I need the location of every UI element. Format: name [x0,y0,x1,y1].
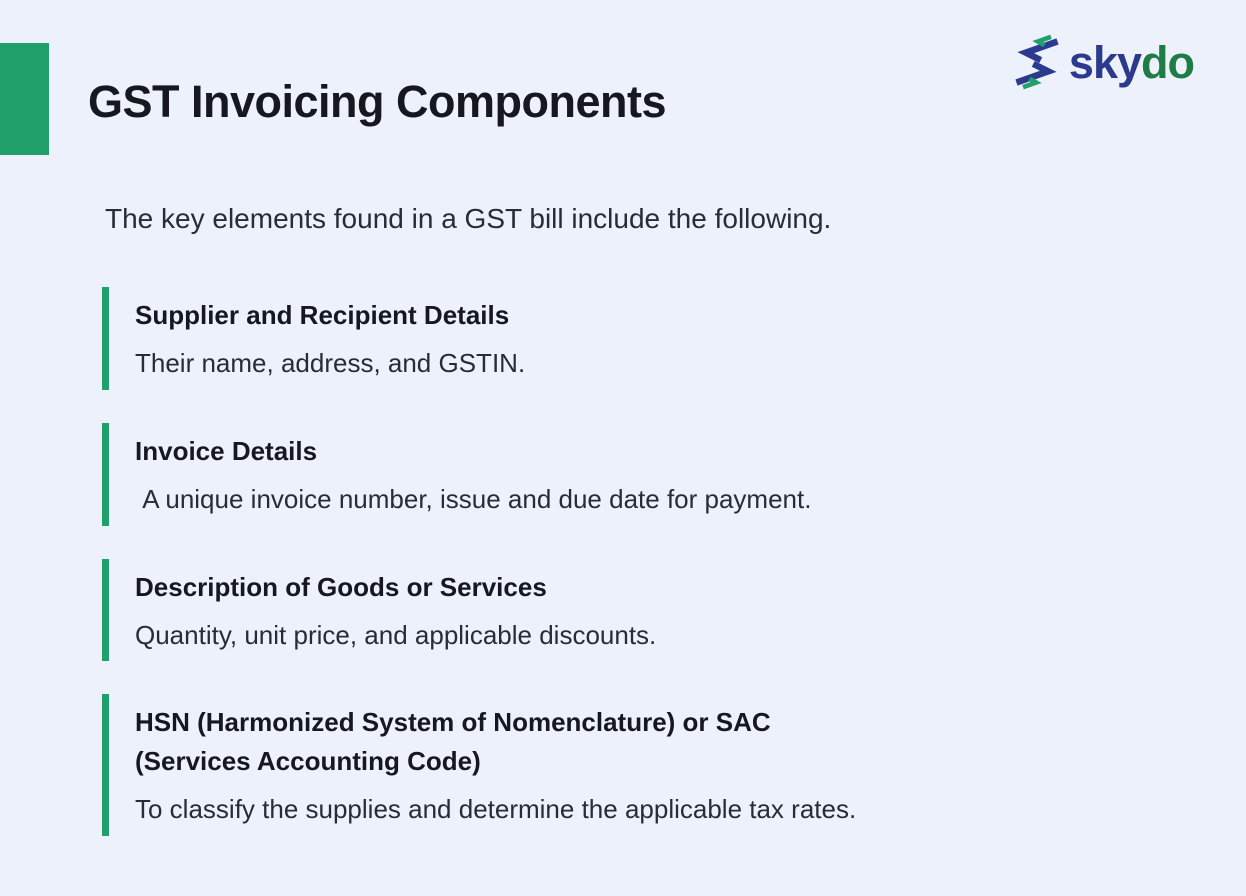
section-supplier-recipient-details [102,287,1102,390]
section-heading: Invoice Details [135,435,318,466]
skydo-wordmark-sky: sky [1068,36,1142,88]
skydo-chevrons-icon [1009,34,1065,90]
skydo-logo [1009,34,1194,90]
title-accent-block [0,43,49,155]
section-body: To classify the supplies and determine the applicable tax rates. [135,794,857,825]
section-heading: Description of Goods or Services [135,571,547,602]
skydo-wordmark-do: do [1141,36,1194,88]
section-body: A unique invoice number, issue and due date for payment. [135,483,812,514]
intro-text: The key elements found in a GST bill include the following. [105,203,832,234]
skydo-wordmark [1068,36,1194,88]
section-hsn-sac [102,694,1102,836]
section-description-goods-services [102,559,1102,662]
page-title: GST Invoicing Components [88,76,667,127]
section-list [102,287,1102,836]
section-heading: HSN (Harmonized System of Nomenclature) or SAC (Services Accounting Code) [135,707,771,777]
section-invoice-details [102,423,1102,526]
section-body: Quantity, unit price, and applicable discounts. [135,619,657,650]
section-body: Their name, address, and GSTIN. [135,348,526,378]
section-heading: Supplier and Recipient Details [135,300,510,330]
